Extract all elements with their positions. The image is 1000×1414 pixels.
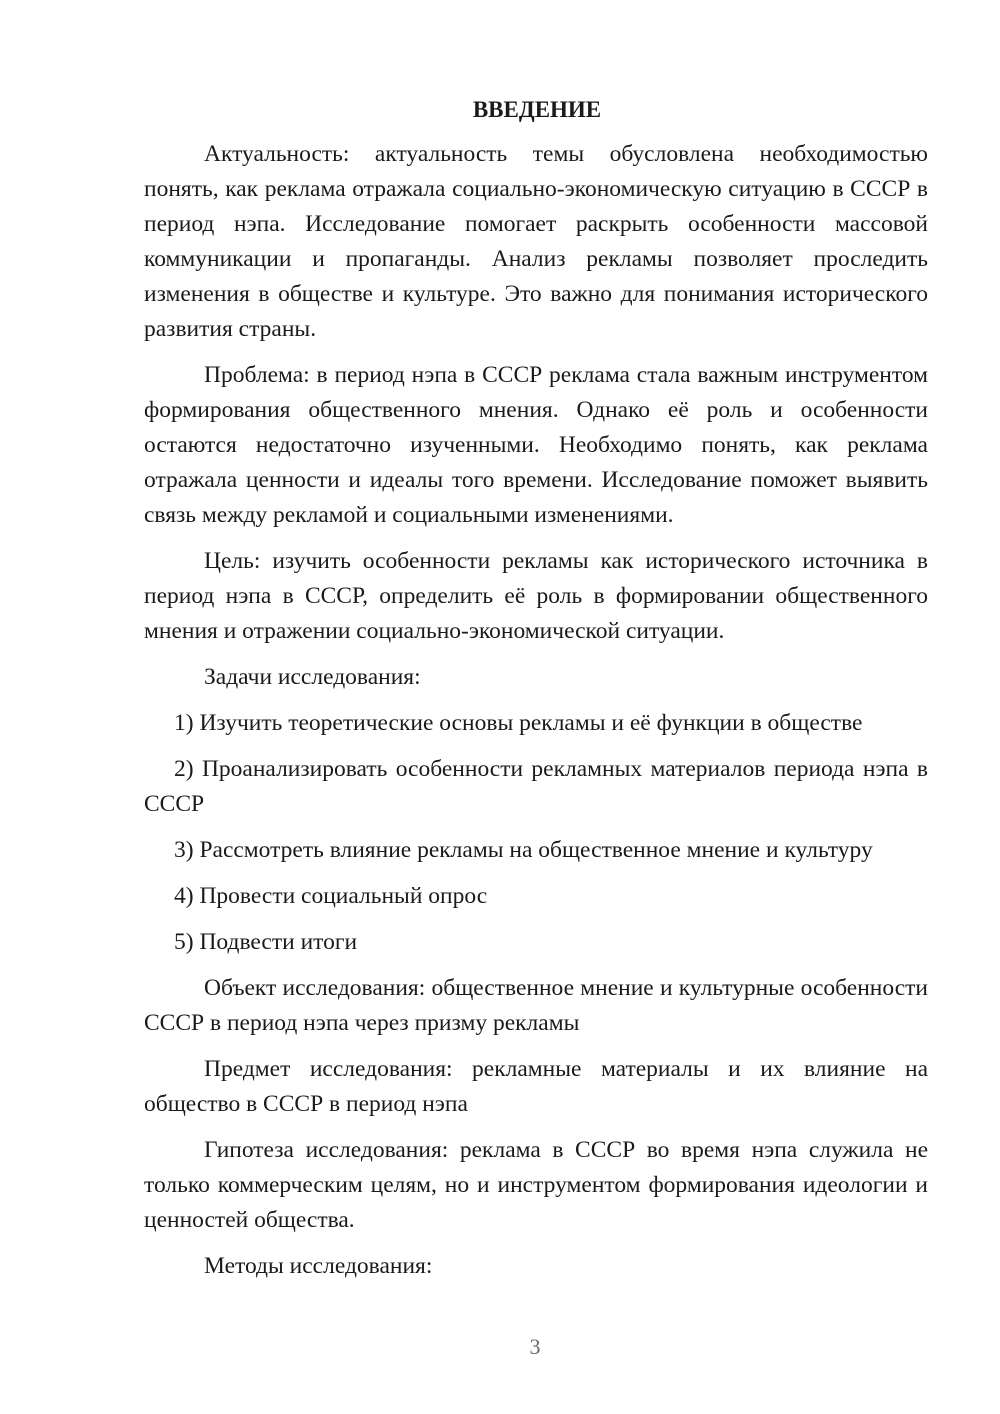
section-title: ВВЕДЕНИЕ [472, 97, 602, 122]
list-item: 2) Проанализировать особенности рекламных материалов периода нэпа в СССР [144, 756, 928, 817]
page-content [144, 92, 928, 1295]
list-item: 5) Подвести итоги [174, 929, 358, 955]
list-item: 1) Изучить теоретические основы рекламы и её функции в обществе [174, 710, 863, 736]
goal-paragraph: Цель: изучить особенности рекламы как исторического источника в период нэпа в СССР, определить её роль в формировании общественного мнения и отражении социально-экономической ситуации. [144, 548, 928, 644]
problem-paragraph: Проблема: в период нэпа в СССР реклама стала важным инструментом формирования общественного мнения. Однако её роль и особенности остаются недостаточно изученными. Необходимо понять, как реклама отражала ценности и идеалы того времени. Исследование поможет выявить связь между рекламой и социальными изменениями. [144, 362, 928, 528]
page-number: 3 [529, 1334, 541, 1359]
tasks-list [144, 706, 928, 960]
list-item: 4) Провести социальный опрос [174, 883, 488, 909]
list-item: 3) Рассмотреть влияние рекламы на общественное мнение и культуру [174, 837, 873, 863]
methods-heading: Методы исследования: [204, 1253, 433, 1279]
object-paragraph: Объект исследования: общественное мнение и культурные особенности СССР в период нэпа через призму рекламы [144, 975, 928, 1036]
hypothesis-paragraph: Гипотеза исследования: реклама в СССР во время нэпа служила не только коммерческим целям, но и инструментом формирования идеологии и ценностей общества. [144, 1137, 928, 1233]
subject-paragraph: Предмет исследования: рекламные материалы и их влияние на общество в СССР в период нэпа [144, 1056, 928, 1117]
tasks-heading: Задачи исследования: [204, 664, 421, 690]
relevance-paragraph: Актуальность: актуальность темы обусловлена необходимостью понять, как реклама отражала социально-экономическую ситуацию в СССР в период нэпа. Исследование помогает раскрыть особенности массовой коммуникации и пропаганды. Анализ рекламы позволяет проследить изменения в обществе и культуре. Это важно для понимания исторического развития страны. [144, 141, 928, 342]
